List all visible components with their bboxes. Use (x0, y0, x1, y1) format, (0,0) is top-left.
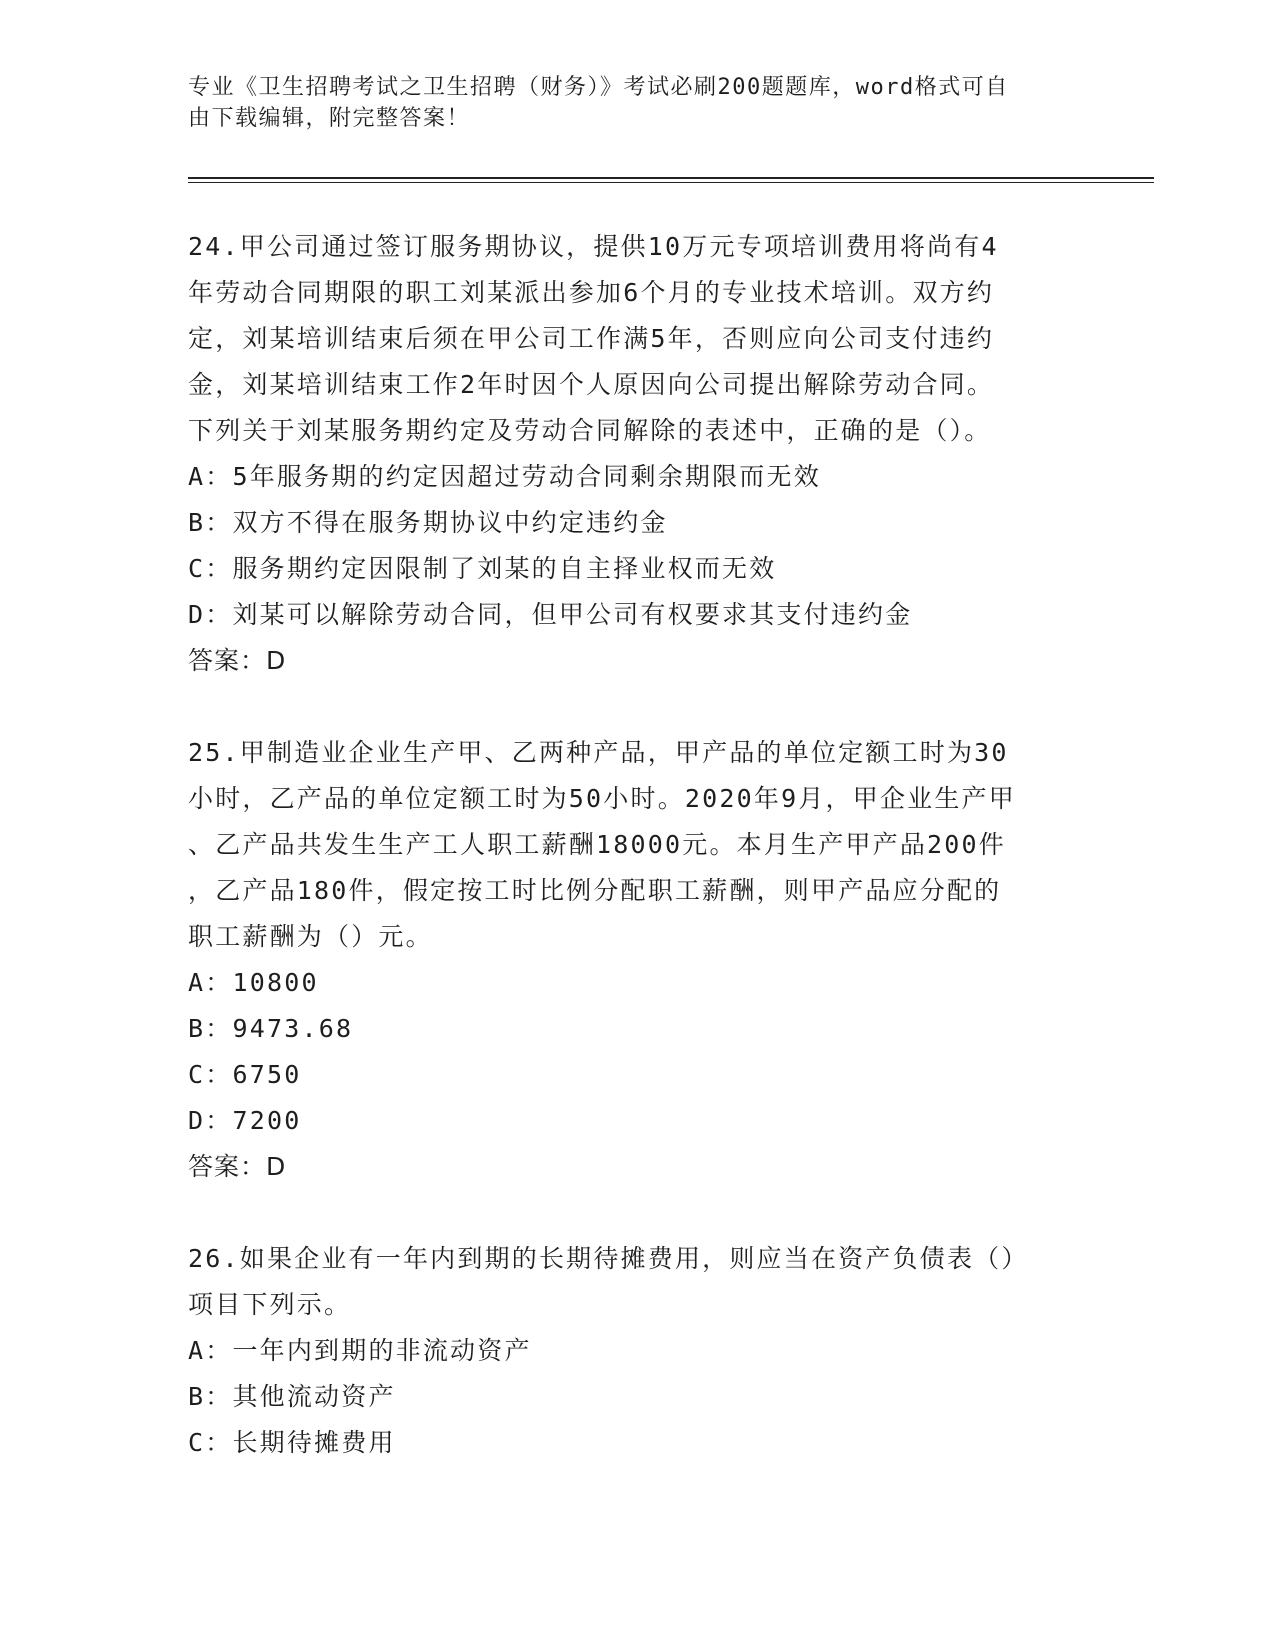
stem-line: ，乙产品180件，假定按工时比例分配职工薪酬，则甲产品应分配的 (188, 876, 1002, 905)
option-c: C：长期待摊费用 (188, 1428, 396, 1457)
question-block (188, 1236, 1088, 1466)
question-stem (188, 1236, 1088, 1328)
document-header (188, 72, 1068, 134)
stem-line: 26.如果企业有一年内到期的长期待摊费用，则应当在资产负债表（） (188, 1244, 1029, 1273)
option-d: D：刘某可以解除劳动合同，但甲公司有权要求其支付违约金 (188, 600, 913, 629)
stem-line: 定，刘某培训结束后须在甲公司工作满5年，否则应向公司支付违约 (188, 324, 995, 353)
question-stem (188, 224, 1088, 454)
stem-line: 24.甲公司通过签订服务期协议，提供10万元专项培训费用将尚有4 (188, 232, 999, 261)
answer-line: 答案：D (188, 1152, 287, 1181)
question-block (188, 730, 1088, 1190)
option-b: B：其他流动资产 (188, 1382, 396, 1411)
header-divider (188, 177, 1154, 179)
option-c: C：服务期约定因限制了刘某的自主择业权而无效 (188, 554, 777, 583)
option-a: A：一年内到期的非流动资产 (188, 1336, 532, 1365)
question-stem (188, 730, 1088, 960)
stem-line: 、乙产品共发生生产工人职工薪酬18000元。本月生产甲产品200件 (188, 830, 1007, 859)
answer-line: 答案：D (188, 646, 287, 675)
option-a: A：10800 (188, 968, 319, 997)
header-divider (188, 182, 1154, 183)
question-block (188, 224, 1088, 684)
option-c: C：6750 (188, 1060, 302, 1089)
stem-line: 项目下列示。 (188, 1290, 352, 1319)
option-a: A：5年服务期的约定因超过劳动合同剩余期限而无效 (188, 462, 821, 491)
header-line: 专业《卫生招聘考试之卫生招聘（财务）》考试必刷200题题库，word格式可自 (188, 75, 1009, 100)
stem-line: 年劳动合同期限的职工刘某派出参加6个月的专业技术培训。双方约 (188, 278, 995, 307)
stem-line: 职工薪酬为（）元。 (188, 922, 433, 951)
stem-line: 下列关于刘某服务期约定及劳动合同解除的表述中，正确的是（）。 (188, 416, 992, 445)
option-b: B：双方不得在服务期协议中约定违约金 (188, 508, 668, 537)
option-d: D：7200 (188, 1106, 302, 1135)
stem-line: 25.甲制造业企业生产甲、乙两种产品，甲产品的单位定额工时为30 (188, 738, 1009, 767)
stem-line: 金，刘某培训结束工作2年时因个人原因向公司提出解除劳动合同。 (188, 370, 995, 399)
header-line: 由下载编辑，附完整答案！ (188, 106, 471, 131)
stem-line: 小时，乙产品的单位定额工时为50小时。2020年9月，甲企业生产甲 (188, 784, 1016, 813)
option-b: B：9473.68 (188, 1014, 354, 1043)
